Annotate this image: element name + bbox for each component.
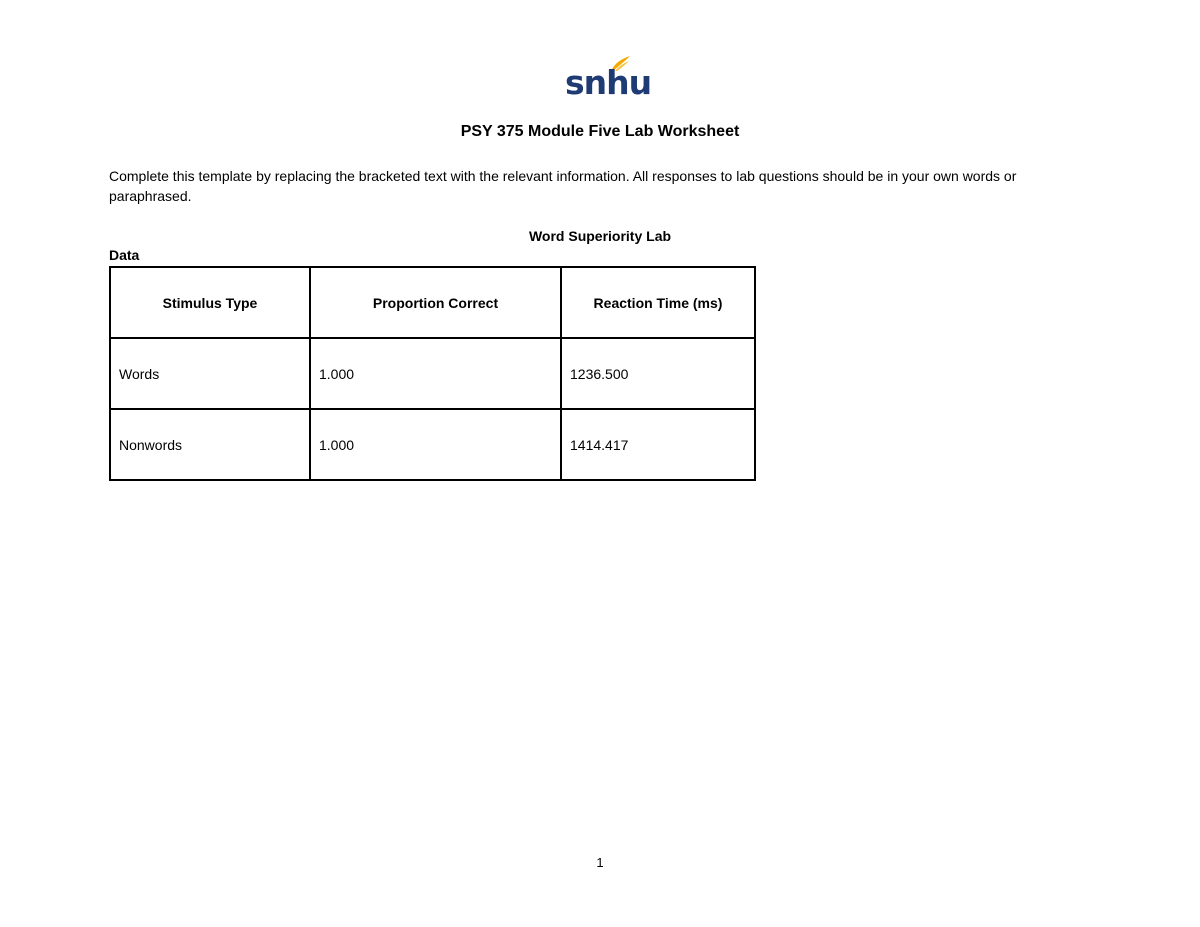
data-label: Data bbox=[109, 247, 140, 263]
table-cell: 1.000 bbox=[310, 338, 561, 409]
table-row bbox=[110, 409, 755, 480]
table-cell: Nonwords bbox=[110, 409, 310, 480]
table-header-row bbox=[110, 267, 755, 338]
header-stimulus-type: Stimulus Type bbox=[110, 267, 310, 338]
lab-title: Word Superiority Lab bbox=[528, 228, 672, 244]
table-row bbox=[110, 338, 755, 409]
table-cell: 1414.417 bbox=[561, 409, 755, 480]
header-reaction-time: Reaction Time (ms) bbox=[561, 267, 755, 338]
table-cell: Words bbox=[110, 338, 310, 409]
table-cell: 1236.500 bbox=[561, 338, 755, 409]
header-proportion-correct: Proportion Correct bbox=[310, 267, 561, 338]
snhu-logo bbox=[565, 55, 652, 105]
data-table bbox=[109, 266, 756, 481]
page-title: PSY 375 Module Five Lab Worksheet bbox=[460, 123, 740, 140]
intro-paragraph: Complete this template by replacing the bracketed text with the relevant information. All responses to lab questions should be in your own words or paraphrased. bbox=[109, 168, 1017, 204]
logo-text: snhu bbox=[565, 63, 652, 102]
table-cell: 1.000 bbox=[310, 409, 561, 480]
page-number: 1 bbox=[596, 855, 604, 870]
